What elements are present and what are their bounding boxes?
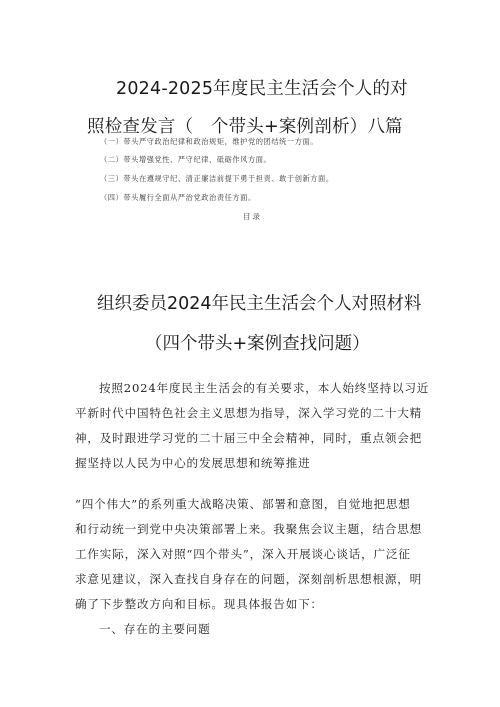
body-line: 神，及时跟进学习党的二十届三中全会精神，同时，重点领会把 bbox=[75, 431, 423, 445]
body-line: 和行动统一到党中央决策部署上来。我聚焦会议主题，结合思想 bbox=[75, 522, 423, 536]
body-line: 平新时代中国特色社会主义思想为指导，深入学习党的二十大精 bbox=[75, 406, 423, 420]
toc-item-2: （二）带头增强党性、严守纪律、砥砺作风方面。 bbox=[100, 155, 272, 164]
section-heading: 一、存在的主要问题 bbox=[99, 622, 211, 636]
toc-item-1: （一）带头严守政治纪律和政治规矩，维护党的团结统一方面。 bbox=[100, 137, 319, 146]
body-line: “四个伟大”的系列重大战略决策、部署和意图，自觉地把思想 bbox=[75, 497, 411, 511]
article-title-line-1: 组织委员2024年民主生活会个人对照材料 bbox=[97, 294, 422, 314]
document-title-line-2: 照检查发言（ 个带头+案例剖析）八篇 bbox=[87, 117, 403, 137]
body-line: 握坚持以人民为中心的发展思想和统筹推进 bbox=[75, 456, 311, 470]
document-title-line-1: 2024-2025年度民主生活会个人的对 bbox=[116, 79, 408, 99]
article-title-line-2: （四个带头+案例查找问题） bbox=[145, 334, 370, 354]
toc-label: 目录 bbox=[243, 212, 262, 221]
body-line: 工作实际，深入对照“四个带头”，深入开展谈心谈话，广泛征 bbox=[75, 547, 411, 561]
body-line: 按照2024年度民主生活会的有关要求，本人始终坚持以习近 bbox=[99, 381, 430, 395]
toc-item-3: （三）带头在遵规守纪、清正廉洁前提下勇于担责、敢于创新方面。 bbox=[100, 174, 334, 183]
toc-item-4: （四）带头履行全面从严治党政治责任方面。 bbox=[100, 193, 256, 202]
body-line: 确了下步整改方向和目标。现具体报告如下： bbox=[75, 597, 323, 611]
body-line: 求意见建议，深入查找自身存在的问题，深刻剖析思想根源，明 bbox=[75, 572, 423, 586]
